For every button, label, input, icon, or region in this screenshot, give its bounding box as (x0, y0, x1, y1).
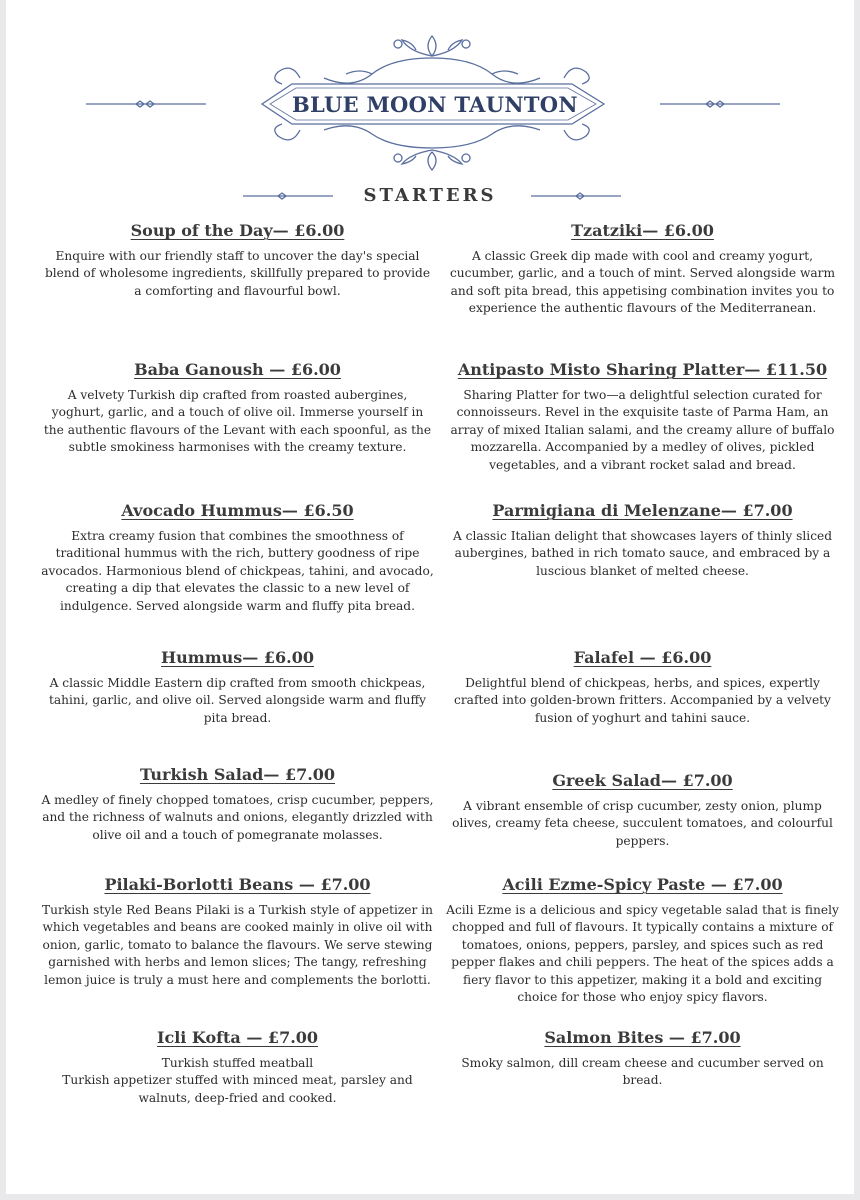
menu-item (40, 500, 435, 615)
menu-item (40, 874, 435, 989)
menu-item (445, 500, 840, 580)
menu-item (40, 647, 435, 727)
menu-header (0, 0, 860, 215)
item-description-line: Turkish appetizer stuffed with minced meat, parsley and walnuts, deep-fried and cooked. (62, 1073, 413, 1105)
item-description: Smoky salmon, dill cream cheese and cucumber served on bread. (461, 1056, 824, 1088)
item-description: Enquire with our friendly staff to uncover the day's special blend of wholesome ingredients, skillfully prepared to provide a comforting and flavourful bowl. (44, 249, 431, 298)
item-title: Tzatziki— £6.00 (571, 221, 714, 240)
item-description: Extra creamy fusion that combines the smoothness of traditional hummus with the rich, buttery goodness of ripe avocados. Harmonious blend of chickpeas, tahini, and avocado, creating a dip that elevates the classic to a new level of indulgence. Served alongside warm and fluffy pita bread. (41, 529, 434, 613)
restaurant-name: BLUE MOON TAUNTON (292, 92, 578, 117)
item-description: Turkish style Red Beans Pilaki is a Turkish style of appetizer in which vegetables and beans are cooked mainly in olive oil with onion, garlic, tomato to balance the flavours. We serve stewing garnished with herbs and lemon slices; The tangy, refreshing lemon juice is truly a must here and complements the borlotti. (42, 903, 433, 987)
item-description (40, 1055, 435, 1107)
item-title: Falafel — £6.00 (573, 648, 712, 667)
menu-item (445, 647, 840, 727)
item-description-line: Turkish stuffed meatball (161, 1056, 314, 1070)
item-description: Acili Ezme is a delicious and spicy vegetable salad that is finely chopped and full of flavours. It typically contains a mixture of tomatoes, onions, peppers, parsley, and spices such as red pepper flakes and chili peppers. The heat of the spices adds a fiery flavor to this appetizer, making it a bold and exciting choice for those who enjoy spicy flavors. (446, 903, 839, 1005)
item-title: Greek Salad— £7.00 (552, 771, 733, 790)
menu-item (40, 1027, 435, 1107)
menu-item (445, 874, 840, 1006)
item-title: Turkish Salad— £7.00 (139, 765, 336, 784)
menu-item (445, 220, 840, 318)
item-title: Avocado Hummus— £6.50 (121, 501, 354, 520)
menu-item (445, 770, 840, 850)
item-title: Baba Ganoush — £6.00 (134, 360, 341, 379)
menu-item (40, 764, 435, 844)
item-description: A classic Italian delight that showcases layers of thinly sliced aubergines, bathed in rich tomato sauce, and embraced by a luscious blanket of melted cheese. (452, 529, 833, 578)
section-title: STARTERS (363, 185, 497, 206)
item-title: Hummus— £6.00 (161, 648, 314, 667)
menu-item (40, 359, 435, 457)
item-description: A classic Greek dip made with cool and creamy yogurt, cucumber, garlic, and a touch of mint. Served alongside warm and soft pita bread, this appetising combination invites you to experience the authentic flavours of the Mediterranean. (449, 249, 836, 316)
item-description: Delightful blend of chickpeas, herbs, and spices, expertly crafted into golden-brown fritters. Accompanied by a velvety fusion of yoghurt and tahini sauce. (454, 676, 831, 725)
item-title: Pilaki-Borlotti Beans — £7.00 (104, 875, 371, 894)
item-description: Sharing Platter for two—a delightful selection curated for connoisseurs. Revel in the exquisite taste of Parma Ham, an array of mixed Italian salami, and the creamy allure of buffalo mozzarella. Accompanied by a medley of olives, pickled vegetables, and a vibrant rocket salad and bread. (450, 388, 835, 472)
item-title: Parmigiana di Melenzane— £7.00 (492, 501, 793, 520)
menu-item (445, 359, 840, 474)
item-description: A velvety Turkish dip crafted from roasted aubergines, yoghurt, garlic, and a touch of olive oil. Immerse yourself in the authentic flavours of the Levant with each spoonful, as the subtle smokiness harmonises with the creamy texture. (43, 388, 432, 455)
item-title: Salmon Bites — £7.00 (544, 1028, 741, 1047)
item-description: A classic Middle Eastern dip crafted from smooth chickpeas, tahini, garlic, and olive oil. Served alongside warm and fluffy pita bread. (48, 676, 427, 725)
item-title: Soup of the Day— £6.00 (130, 221, 345, 240)
item-title: Acili Ezme-Spicy Paste — £7.00 (502, 875, 783, 894)
item-description: A medley of finely chopped tomatoes, crisp cucumber, peppers, and the richness of walnuts and onions, elegantly drizzled with olive oil and a touch of pomegranate molasses. (41, 793, 434, 842)
item-title: Icli Kofta — £7.00 (156, 1028, 319, 1047)
item-title: Antipasto Misto Sharing Platter— £11.50 (457, 360, 828, 379)
item-description: A vibrant ensemble of crisp cucumber, zesty onion, plump olives, creamy feta cheese, succulent tomatoes, and colourful peppers. (452, 799, 833, 848)
menu-item (40, 220, 435, 300)
menu-item (445, 1027, 840, 1090)
